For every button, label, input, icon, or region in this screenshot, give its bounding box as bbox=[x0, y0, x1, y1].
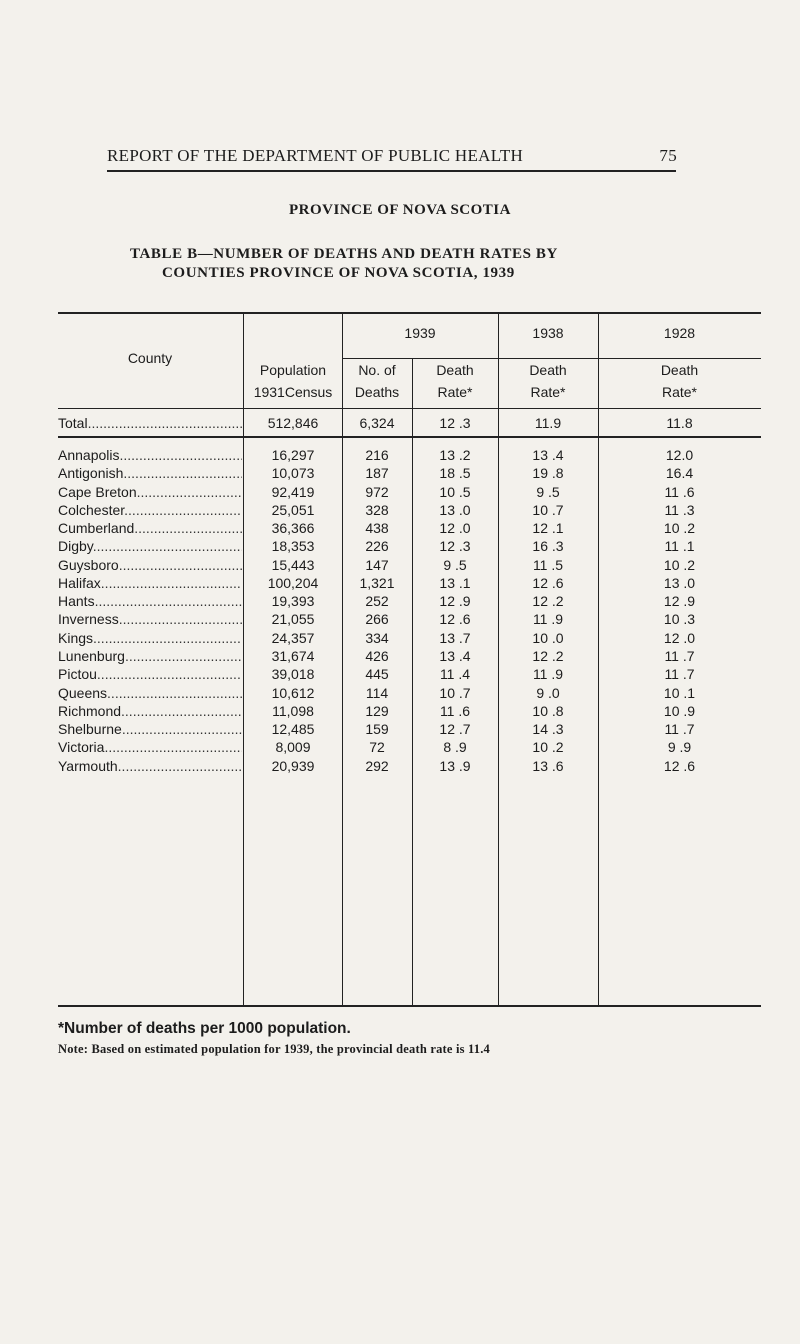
cell-population: 16,297 bbox=[271, 447, 315, 463]
cell-county: Lunenburg ..... bbox=[58, 647, 242, 665]
total-rate-1939: 12 .3 bbox=[439, 415, 471, 431]
cell-county: Antigonish ..... bbox=[58, 464, 242, 482]
cell-rate-1939: 8 .9 bbox=[443, 739, 467, 756]
cell-population: 11,098 bbox=[272, 702, 314, 719]
cell-rate-1928: 10 .2 bbox=[663, 556, 696, 573]
total-row bbox=[58, 414, 761, 432]
cell-rate-1939: 12 .6 bbox=[439, 611, 471, 628]
cell-rate-1938: 13 .4 bbox=[532, 447, 564, 463]
cell-population: 10,073 bbox=[271, 465, 315, 482]
cell-population: 31,674 bbox=[271, 647, 315, 664]
cell-deaths: 292 bbox=[365, 757, 389, 774]
cell-rate-1938: 12 .2 bbox=[532, 593, 564, 610]
cell-deaths: 147 bbox=[365, 556, 389, 573]
cell-county: Pictou ..... bbox=[58, 665, 242, 683]
cell-deaths: 187 bbox=[365, 465, 389, 482]
header-rate-1939-line2: Rate* bbox=[437, 384, 473, 400]
cell-rate-1939: 13 .7 bbox=[439, 629, 471, 646]
cell-county: Cumberland ..... bbox=[58, 519, 242, 537]
table-row bbox=[58, 684, 761, 702]
table-title-line1: TABLE B—NUMBER OF DEATHS AND DEATH RATES BY bbox=[130, 246, 558, 262]
cell-deaths: 445 bbox=[365, 666, 389, 683]
cell-rate-1938: 9 .5 bbox=[536, 483, 560, 500]
cell-county: Colchester ..... bbox=[58, 501, 242, 519]
cell-county: Richmond ..... bbox=[58, 702, 242, 720]
header-county: County bbox=[127, 350, 173, 366]
cell-rate-1928: 10 .9 bbox=[663, 702, 696, 719]
cell-rate-1928: 10 .1 bbox=[663, 684, 696, 701]
table-row bbox=[58, 629, 761, 647]
cell-county: Guysboro ..... bbox=[58, 556, 242, 574]
cell-rate-1938: 10 .2 bbox=[532, 739, 564, 756]
cell-rate-1939: 12 .0 bbox=[439, 520, 471, 537]
cell-rate-1928: 11 .7 bbox=[664, 666, 695, 683]
cell-rate-1938: 12 .1 bbox=[532, 520, 564, 537]
cell-county: Victoria ..... bbox=[58, 738, 242, 756]
footnote: *Number of deaths per 1000 population. bbox=[58, 1020, 351, 1037]
header-rate-1928 bbox=[598, 359, 761, 403]
cell-rate-1938: 9 .0 bbox=[536, 684, 560, 701]
cell-rate-1928: 11 .6 bbox=[664, 483, 695, 500]
table-row bbox=[58, 483, 761, 501]
header-year-1938: 1938 bbox=[532, 325, 564, 341]
cell-rate-1939: 12 .9 bbox=[439, 593, 471, 610]
table-row bbox=[58, 720, 761, 738]
cell-rate-1928: 16.4 bbox=[665, 465, 694, 482]
header-population-line2: 1931Census bbox=[253, 384, 333, 400]
cell-rate-1938: 11 .9 bbox=[532, 666, 564, 683]
cell-rate-1938: 16 .3 bbox=[532, 538, 564, 555]
table-bottom-rule bbox=[58, 1005, 761, 1007]
cell-rate-1928: 10 .3 bbox=[663, 611, 696, 628]
cell-rate-1928: 12.0 bbox=[665, 447, 694, 463]
cell-county: Digby ..... bbox=[58, 537, 242, 555]
cell-rate-1928: 9 .9 bbox=[667, 739, 692, 756]
page-number: 75 bbox=[659, 146, 677, 165]
cell-deaths: 159 bbox=[365, 721, 389, 738]
cell-deaths: 114 bbox=[365, 684, 389, 701]
table-row bbox=[58, 757, 761, 775]
header-rate-1938 bbox=[498, 359, 598, 403]
cell-county: Shelburne ..... bbox=[58, 720, 242, 738]
cell-deaths: 266 bbox=[365, 611, 389, 628]
cell-rate-1938: 13 .6 bbox=[532, 757, 564, 774]
cell-population: 24,357 bbox=[271, 629, 315, 646]
total-rate-1938: 11.9 bbox=[534, 415, 562, 431]
running-head bbox=[107, 146, 677, 166]
cell-rate-1938: 10 .7 bbox=[532, 501, 564, 518]
cell-population: 19,393 bbox=[271, 593, 315, 610]
header-deaths-line1: No. of bbox=[358, 362, 396, 378]
cell-rate-1938: 12 .2 bbox=[532, 647, 564, 664]
header-rate-1938-line1: Death bbox=[529, 362, 567, 378]
cell-rate-1939: 9 .5 bbox=[443, 556, 467, 573]
cell-county: Cape Breton ..... bbox=[58, 483, 242, 501]
cell-rate-1928: 11 .1 bbox=[664, 538, 695, 555]
cell-deaths: 129 bbox=[365, 702, 389, 719]
cell-deaths: 226 bbox=[365, 538, 389, 555]
cell-rate-1928: 12 .6 bbox=[663, 757, 696, 774]
total-population: 512,846 bbox=[267, 415, 319, 431]
table-row bbox=[58, 556, 761, 574]
cell-rate-1939: 13 .2 bbox=[439, 447, 471, 463]
cell-rate-1938: 19 .8 bbox=[532, 465, 564, 482]
cell-rate-1939: 11 .6 bbox=[439, 702, 471, 719]
table-header bbox=[58, 313, 761, 407]
cell-county: Kings ..... bbox=[58, 629, 242, 647]
cell-rate-1938: 10 .0 bbox=[532, 629, 564, 646]
header-population bbox=[244, 359, 342, 403]
cell-county: Hants ..... bbox=[58, 592, 242, 610]
cell-county: Queens ..... bbox=[58, 684, 242, 702]
cell-county: Halifax ..... bbox=[58, 574, 242, 592]
cell-rate-1939: 10 .7 bbox=[439, 684, 471, 701]
cell-rate-1939: 11 .4 bbox=[439, 666, 471, 683]
cell-rate-1939: 13 .9 bbox=[439, 757, 471, 774]
cell-rate-1928: 13 .0 bbox=[663, 574, 696, 591]
header-deaths bbox=[342, 359, 412, 403]
cell-rate-1939: 12 .3 bbox=[439, 538, 471, 555]
subtitle: PROVINCE OF NOVA SCOTIA bbox=[289, 202, 511, 218]
cell-deaths: 438 bbox=[365, 520, 389, 537]
cell-deaths: 972 bbox=[365, 483, 389, 500]
cell-rate-1928: 11 .7 bbox=[664, 721, 695, 738]
cell-deaths: 334 bbox=[365, 629, 389, 646]
cell-rate-1938: 11 .5 bbox=[532, 556, 564, 573]
cell-deaths: 328 bbox=[365, 501, 389, 518]
cell-rate-1939: 12 .7 bbox=[439, 721, 471, 738]
total-rate-1928: 11.8 bbox=[666, 415, 693, 431]
cell-rate-1928: 12 .9 bbox=[663, 593, 696, 610]
table-row bbox=[58, 464, 761, 482]
cell-population: 36,366 bbox=[271, 520, 315, 537]
table-title bbox=[130, 245, 690, 283]
cell-rate-1938: 14 .3 bbox=[532, 721, 564, 738]
cell-population: 18,353 bbox=[271, 538, 315, 555]
cell-rate-1939: 13 .4 bbox=[439, 647, 471, 664]
header-deaths-line2: Deaths bbox=[354, 384, 400, 400]
table-row bbox=[58, 574, 761, 592]
header-rate-1938-line2: Rate* bbox=[530, 384, 566, 400]
header-population-line1: Population bbox=[259, 362, 327, 378]
cell-population: 39,018 bbox=[271, 666, 315, 683]
cell-population: 20,939 bbox=[271, 757, 315, 774]
cell-population: 8,009 bbox=[275, 739, 311, 756]
total-deaths: 6,324 bbox=[359, 415, 395, 431]
header-rule bbox=[107, 170, 676, 172]
header-bottom-rule bbox=[58, 408, 761, 409]
table-row bbox=[58, 647, 761, 665]
cell-rate-1938: 11 .9 bbox=[532, 611, 564, 628]
total-rule bbox=[58, 436, 761, 438]
table-row bbox=[58, 665, 761, 683]
cell-rate-1939: 18 .5 bbox=[439, 465, 471, 482]
header-rate-1928-line2: Rate* bbox=[661, 384, 698, 400]
note: Note: Based on estimated population for 1939, the provincial death rate is 11.4 bbox=[58, 1042, 491, 1056]
cell-deaths: 216 bbox=[365, 447, 389, 463]
running-title: REPORT OF THE DEPARTMENT OF PUBLIC HEALTH bbox=[107, 146, 524, 165]
cell-population: 100,204 bbox=[267, 574, 319, 591]
data-table bbox=[58, 313, 761, 774]
header-year-1928: 1928 bbox=[663, 325, 696, 341]
table-row bbox=[58, 519, 761, 537]
table-row bbox=[58, 738, 761, 756]
cell-deaths: 252 bbox=[365, 593, 389, 610]
table-row bbox=[58, 610, 761, 628]
table-row bbox=[58, 501, 761, 519]
table-row bbox=[58, 446, 761, 464]
cell-population: 12,485 bbox=[271, 721, 315, 738]
cell-rate-1928: 11 .3 bbox=[664, 501, 695, 518]
header-rate-1939-line1: Death bbox=[436, 362, 474, 378]
cell-rate-1928: 11 .7 bbox=[664, 647, 695, 664]
cell-rate-1938: 10 .8 bbox=[532, 702, 564, 719]
cell-rate-1939: 13 .1 bbox=[439, 574, 471, 591]
table-row bbox=[58, 592, 761, 610]
cell-population: 15,443 bbox=[271, 556, 315, 573]
total-label: Total ..... bbox=[58, 414, 242, 432]
cell-deaths: 1,321 bbox=[359, 574, 395, 591]
cell-rate-1939: 13 .0 bbox=[439, 501, 471, 518]
cell-population: 92,419 bbox=[271, 483, 315, 500]
cell-county: Annapolis ..... bbox=[58, 446, 242, 464]
cell-county: Inverness ..... bbox=[58, 610, 242, 628]
header-year-1939: 1939 bbox=[404, 325, 436, 341]
cell-rate-1938: 12 .6 bbox=[532, 574, 564, 591]
cell-deaths: 72 bbox=[369, 739, 385, 756]
header-rate-1939 bbox=[412, 359, 498, 403]
table-row bbox=[58, 702, 761, 720]
cell-rate-1939: 10 .5 bbox=[439, 483, 471, 500]
cell-county: Yarmouth ..... bbox=[58, 757, 242, 775]
cell-population: 25,051 bbox=[271, 501, 315, 518]
cell-population: 10,612 bbox=[271, 684, 315, 701]
table-row bbox=[58, 537, 761, 555]
header-subrule bbox=[342, 358, 761, 359]
cell-population: 21,055 bbox=[271, 611, 315, 628]
table-title-line2: COUNTIES PROVINCE OF NOVA SCOTIA, 1939 bbox=[162, 265, 515, 281]
cell-rate-1928: 12 .0 bbox=[663, 629, 696, 646]
cell-rate-1928: 10 .2 bbox=[663, 520, 696, 537]
cell-deaths: 426 bbox=[365, 647, 389, 664]
header-rate-1928-line1: Death bbox=[660, 362, 699, 378]
